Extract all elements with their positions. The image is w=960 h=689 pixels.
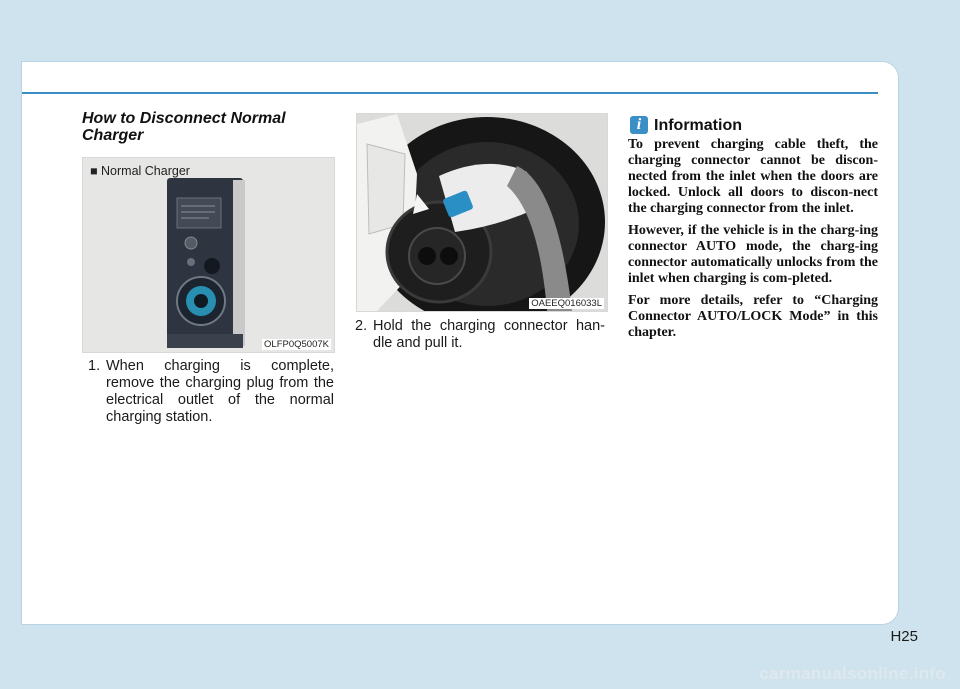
step-text: When charging is complete, remove the charging plug from the electrical outlet of the normal charging station. — [106, 358, 334, 425]
charging-connector-figure — [356, 113, 608, 312]
figure-code: OAEEQ016033L — [531, 298, 602, 309]
page-number: H25 — [890, 628, 918, 645]
info-icon: i — [630, 116, 648, 134]
step-number: 2. — [355, 318, 368, 334]
watermark: carmanualsonline.info — [759, 664, 946, 683]
header-rule — [22, 92, 878, 94]
normal-charger-illustration — [83, 158, 334, 352]
information-paragraph: However, if the vehicle is in the charg-ing connector AUTO mode, the charg-ing connector automatically unlocks from the inlet when charging is com-pleted. — [628, 223, 878, 286]
step-text: Hold the charging connector han-dle and pull it. — [373, 318, 605, 351]
normal-charger-figure — [82, 157, 335, 353]
information-paragraph: To prevent charging cable theft, the charging connector cannot be discon-nected from the inlet when the doors are locked. Unlock all doors to discon-nect the charging connector from the inlet. — [628, 137, 878, 216]
figure-label: ■ Normal Charger — [90, 164, 190, 178]
step-1 — [88, 358, 334, 426]
step-2 — [355, 318, 605, 352]
section-title: How to Disconnect Normal Charger — [82, 110, 286, 144]
figure-code: OLFP0Q5007K — [264, 339, 329, 350]
charging-connector-illustration — [357, 114, 607, 311]
information-heading: Information — [654, 117, 742, 134]
step-number: 1. — [88, 358, 101, 374]
information-body — [628, 137, 878, 347]
information-paragraph: For more details, refer to “Charging Connector AUTO/LOCK Mode” in this chapter. — [628, 293, 878, 340]
